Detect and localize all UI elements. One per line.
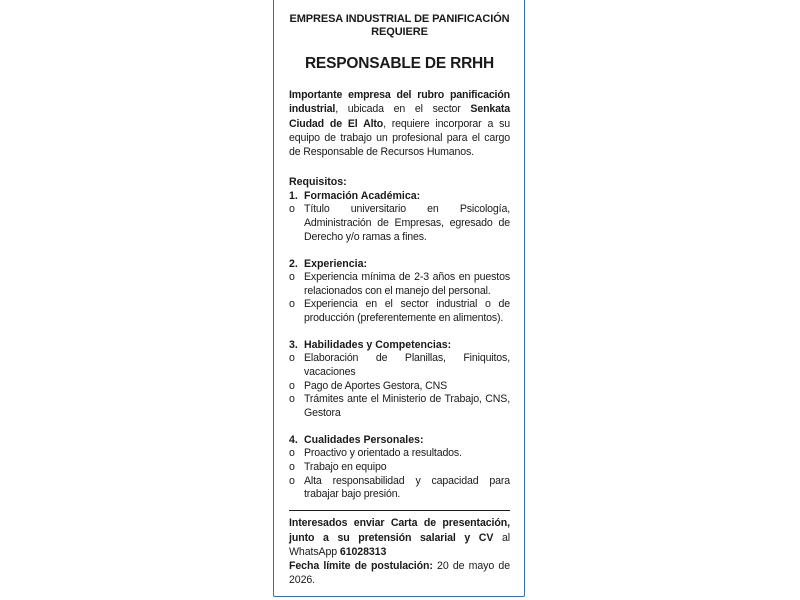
section-number: 4.: [289, 434, 298, 447]
bullet-icon: o: [289, 474, 295, 487]
intro-paragraph: [289, 88, 510, 159]
whatsapp-number: 61028313: [339, 545, 387, 558]
section-title-text: Experiencia:: [304, 257, 368, 270]
list-item: [289, 271, 510, 299]
intro-bold-1: Importante empresa del rubro panificación industrial: [289, 89, 510, 116]
bullet-icon: o: [289, 203, 295, 216]
list-item-text: Título universitario en Psicología, Administración de Empresas, egresado de Derecho y/o ramas a fines.: [304, 203, 510, 244]
section-title: [289, 189, 510, 203]
list-item: [289, 475, 510, 503]
position-title: RESPONSABLE DE RRHH: [304, 55, 495, 72]
list-item-text: Pago de Aportes Gestora, CNS: [304, 379, 448, 392]
requirements-section: [289, 189, 510, 244]
bullet-icon: o: [289, 298, 295, 311]
deadline-value: 20 de mayo de 2026.: [289, 560, 510, 587]
requirements-section: [289, 338, 510, 421]
contact-bold: Interesados enviar Carta de presentación, junto a su pretensión salarial y CV: [289, 517, 510, 544]
contact-paragraph: [289, 516, 510, 587]
section-title-text: Cualidades Personales:: [304, 434, 424, 447]
section-title-text: Habilidades y Competencias:: [304, 339, 452, 352]
list-item: [289, 461, 510, 475]
bullet-icon: o: [289, 352, 295, 365]
section-number: 2.: [289, 257, 298, 270]
bullet-icon: o: [289, 393, 295, 406]
list-item: [289, 380, 510, 394]
intro-text-1: , ubicada en el sector: [335, 103, 471, 116]
bullet-icon: o: [289, 447, 295, 460]
requirements-section: [289, 257, 510, 326]
bullet-icon: o: [289, 460, 295, 473]
requirements-heading: Requisitos:: [289, 176, 347, 189]
deadline-label: Fecha límite de postulación:: [289, 560, 433, 573]
list-item: [289, 203, 510, 244]
list-item: [289, 298, 510, 326]
list-item-text: Experiencia en el sector industrial o de producción (preferentemente en alimentos).: [304, 298, 510, 325]
list-item-text: Trámites ante el Ministerio de Trabajo, CNS, Gestora: [304, 393, 510, 420]
bullet-icon: o: [289, 379, 295, 392]
section-title: [289, 257, 510, 271]
section-title-text: Formación Académica:: [304, 190, 421, 203]
list-item-text: Experiencia mínima de 2-3 años en puestos relacionados con el manejo del personal.: [304, 270, 510, 297]
job-ad-content: [289, 13, 510, 588]
contact-text: al WhatsApp: [289, 531, 510, 558]
intro-text-2: , requiere incorporar a su equipo de trabajo un profesional para el cargo de Responsable de Recursos Humanos.: [289, 117, 510, 159]
list-item-text: Elaboración de Planillas, Finiquitos, vacaciones: [304, 352, 510, 378]
section-title: [289, 433, 510, 447]
bullet-icon: o: [289, 270, 295, 283]
list-item: [289, 393, 510, 421]
section-number: 3.: [289, 339, 298, 352]
job-ad-frame: [273, 0, 525, 597]
divider: [289, 510, 510, 511]
company-heading: EMPRESA INDUSTRIAL DE PANIFICACIÓN REQUIERE: [289, 13, 510, 38]
list-item: [289, 352, 510, 380]
intro-bold-2: Senkata Ciudad de El Alto: [289, 103, 510, 130]
requirements-section: [289, 433, 510, 502]
list-item-text: Alta responsabilidad y capacidad para trabajar bajo presión.: [304, 474, 510, 501]
section-number: 1.: [289, 190, 298, 203]
list-item: [289, 447, 510, 461]
section-title: [289, 338, 510, 352]
list-item-text: Proactivo y orientado a resultados.: [304, 447, 462, 460]
list-item-text: Trabajo en equipo: [304, 460, 387, 473]
